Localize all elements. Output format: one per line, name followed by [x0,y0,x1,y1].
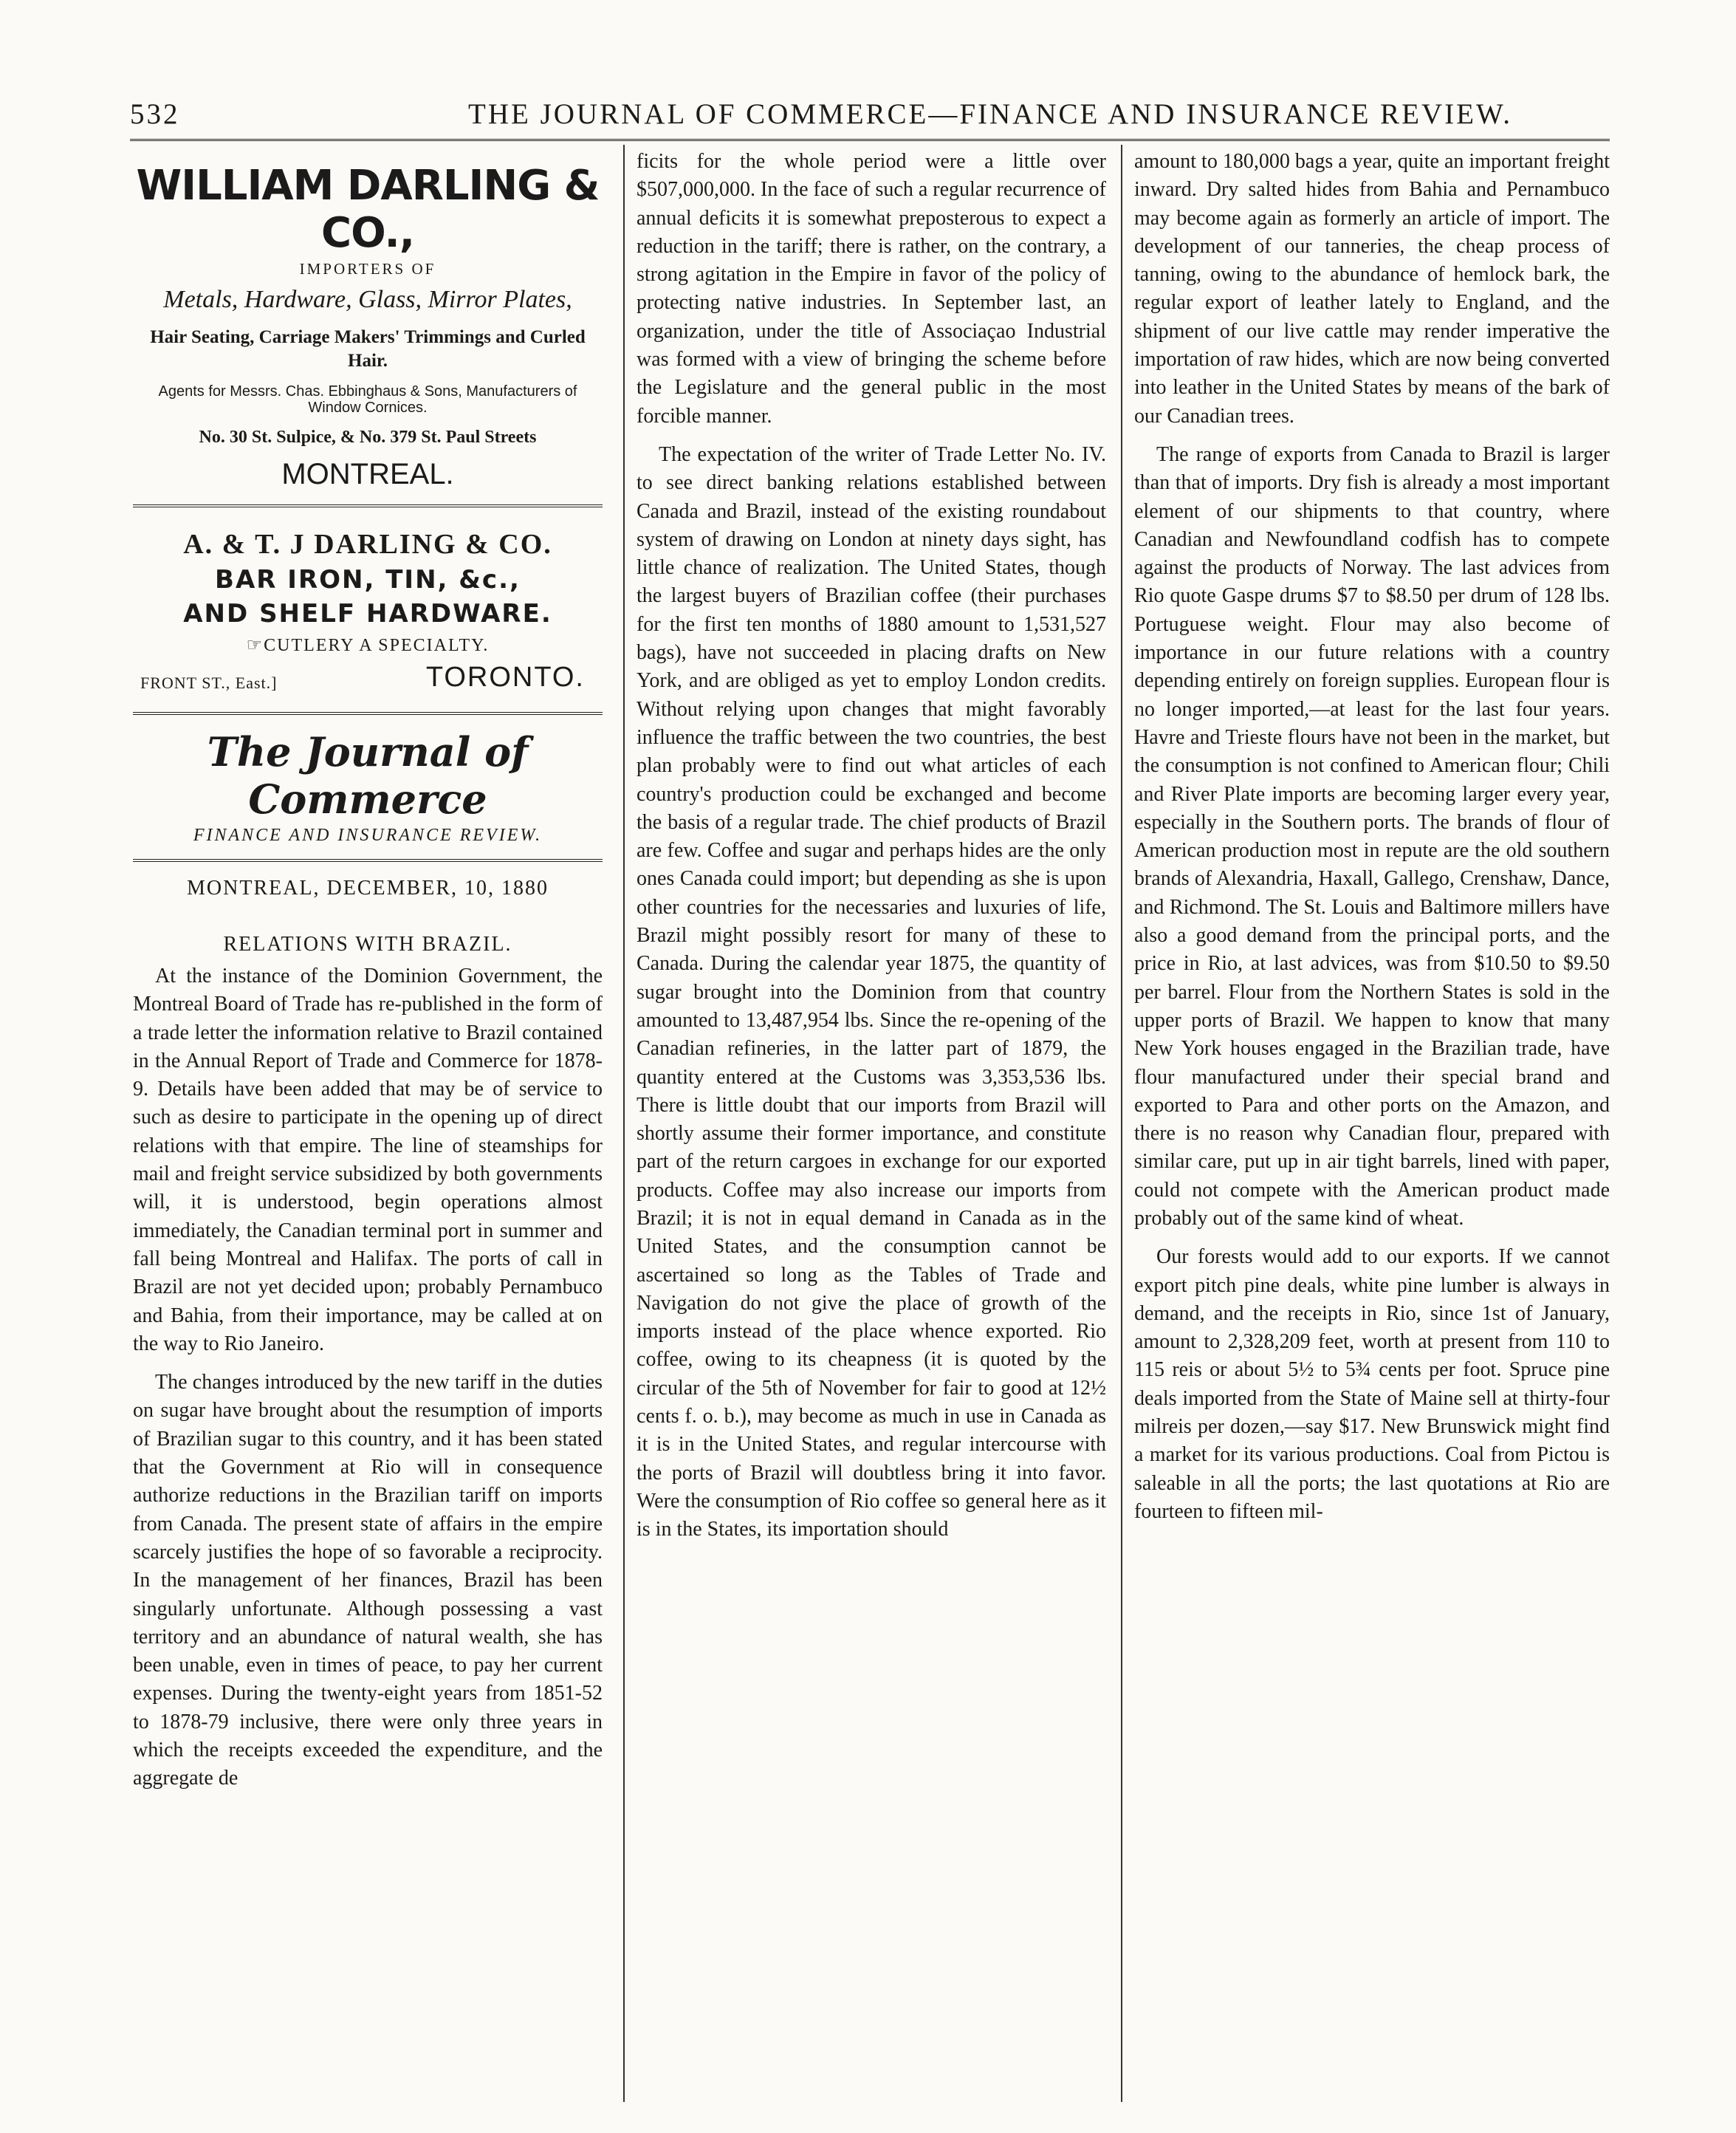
ad-subtitle: IMPORTERS OF [299,260,436,278]
separator-rule [133,504,603,507]
article-title: RELATIONS WITH BRAZIL. [223,933,512,956]
column-2 [637,148,1106,2098]
paragraph: The expectation of the writer of Trade Letter No. IV. to see direct banking relations established between Canada and Brazil, instead of the existing roundabout system of drawing on London at ninety days sight, has little chance of realization. The United States, though the largest buyers of Brazilian coffee (their purchases for the first ten months of 1880 amount to 1,531,527 bags), have not succeeded in placing drafts on New York, and are obliged as yet to employ London credits. Without relying upon changes that might favorably influence the traffic between the two countries, the best plan probably were to find out what articles of each country's production could be exchanged and become the basis of a regular trade. The chief products of Brazil are few. Coffee and sugar and perhaps hides are the only ones Canada could import; but depending as she is upon other countries for the necessaries and luxuries of life, Brazil might possibly resort for many of these to Canada. During the calendar year 1875, the quantity of sugar brought into the Dominion from that country amounted to 13,487,954 lbs. Since the re-opening of the Canadian refineries, in the latter part of 1879, the quantity entered at the Customs was 3,353,536 lbs. There is little doubt that our imports from Brazil will shortly assume their former importance, and constitute part of the return cargoes in exchange for our exported products. Coffee may also increase our imports from Brazil; it is not in equal demand in Canada as in the United States, and the consumption cannot be ascertained so long as the Tables of Trade and Navigation do not give the place of growth of the imports instead of the place whence exported. Rio coffee, owing to its cheapness (it is quoted by the circular of the 5th of November for fair to good at 12½ cents f. o. b.), may become as much in use in Canada as it is in the United States, and regular intercourse with the ports of Brazil will doubtless bring it into favor. Were the consumption of Rio coffee so general here as it is in the States, its importation should [637,442,1106,1541]
masthead-title: The Journal of Commerce [207,728,529,823]
column-3 [1134,148,1610,2098]
ad-address: No. 30 St. Sulpice, & No. 379 St. Paul Streets [199,428,537,447]
separator-rule [133,859,603,862]
ad-title: A. & T. J DARLING & CO. [183,529,552,560]
ad-city: TORONTO. [425,662,585,693]
dateline: MONTREAL, DECEMBER, 10, 1880 [187,877,549,900]
ad-city: MONTREAL. [281,458,454,490]
ad-title: WILLIAM DARLING & CO., [136,162,600,257]
ad-address: FRONT ST., East.] [140,674,278,692]
article-body-col1 [133,962,603,1793]
paragraph: amount to 180,000 bags a year, quite an important freight inward. Dry salted hides from Bahia and Pernambuco may become again as formerly an article of import. The development of our tanneries, the cheap process of tanning, owing to the abundance of hemlock bark, the regular export of leather lately to England, and the shipment of our live cattle may render imperative the importation of raw hides, which are now being converted into leather in the United States by means of the bark of our Canadian trees. [1134,150,1610,428]
ad-goods: Metals, Hardware, Glass, Mirror Plates, [163,286,572,313]
ad-specialty: ☞CUTLERY A SPECIALTY. [246,636,490,655]
paragraph: The range of exports from Canada to Brazil is larger than that of imports. Dry fish is already a most important element of our shipments to that country, where Canadian and Newfoundland codfish has to compete against the products of Norway. The last advices from Rio quote Gaspe drums $7 to $8.50 per drum of 128 lbs. Portuguese weight. Flour may also become of importance in our future relations with a country depending entirely on foreign supplies. European flour is no longer imported,—at least for the last four years. Havre and Trieste flours have not been in the market, but the consumption is not confined to American flour; Chili and River Plate imports are becoming larger every year, especially in the Southern ports. The brands of flour of American production most in repute are the old southern brands of Alexandria, Haxall, Gallego, Crenshaw, Dance, and Richmond. The St. Louis and Baltimore millers have also a good demand from the principal ports, and the price in Rio, at last advices, was from $10.50 to $9.50 per barrel. Flour from the Northern States is sold in the upper ports of Brazil. We happen to know that many New York houses engaged in the Brazilian trade, have flour manufactured under their special brand and exported to Para and other ports on the Amazon, and there is no reason why Canadian flour, prepared with similar care, put up in air tight barrels, lined with paper, could not compete with the American product made probably out of the same kind of wheat. [1134,442,1610,1230]
header-rule [130,139,1610,141]
paragraph: The changes introduced by the new tariff in the duties on sugar have brought about the resumption of imports of Brazilian sugar to this country, and it has been stated that the Government at Rio will in consequence authorize reductions in the Brazilian tariff on imports from Canada. The present state of affairs in the empire scarcely justifies the hope of so favorable a reciprocity. In the management of her finances, Brazil has been singularly unfortunate. Although possessing a vast territory and an abundance of natural wealth, she has been unable, even in times of peace, to pay her current expenses. During the twenty-eight years from 1851-52 to 1878-79 inclusive, there were only three years in which the receipts exceeded the expenditure, and the aggregate de [133,1371,603,1790]
page-header [130,93,1614,130]
column-1 [133,148,603,2098]
column-rule-1 [623,145,625,2102]
page-number: 532 [130,98,180,130]
ad-footer [133,660,603,699]
paragraph: ficits for the whole period were a little over $507,000,000. In the face of such a regular recurrence of annual deficits it is somewhat preposterous to expect a reduction in the tariff; there is rather, on the contrary, a strong agitation in the Empire in favor of the policy of protecting native industries. In September last, an organization, under the title of Associaçao Industrial was formed with a view of bringing the scheme before the Legislature and the general public in the most forcible manner. [637,150,1106,428]
ad-line-2: AND SHELF HARDWARE. [183,599,552,629]
ad-line-1: BAR IRON, TIN, &c., [215,565,521,595]
column-rule-2 [1121,145,1122,2102]
ad-services: Hair Seating, Carriage Makers' Trimmings and Curled Hair. [150,327,586,371]
advertisement-at-darling [133,528,603,699]
paragraph: Our forests would add to our exports. If we cannot export pitch pine deals, white pine lumber is always in demand, and the receipts in Rio, since 1st of January, amount to 2,328,209 feet, worth at present from 110 to 115 reis or about 5½ to 5¾ cents per foot. Spruce pine deals imported from the State of Maine sell at thirty-four milreis per dozen,—say $17. New Brunswick might find a market for its various productions. Coal from Pictou is saleable in all the ports; the last quotations at Rio are fourteen to fifteen mil- [1134,1245,1610,1523]
ad-agents: Agents for Messrs. Chas. Ebbinghaus & Sons, Manufacturers of Window Cornices. [158,383,577,416]
separator-rule [133,712,603,715]
masthead-subtitle: FINANCE AND INSURANCE REVIEW. [193,826,543,845]
paragraph: At the instance of the Dominion Government, the Montreal Board of Trade has re-published in the form of a trade letter the information relative to Brazil contained in the Annual Report of Trade and Commerce for 1878-9. Details have been added that may be of service to such as desire to participate in the opening up of direct relations with that empire. The line of steamships for mail and freight service subsidized by both governments will, it is understood, begin operations almost immediately, the Canadian terminal port in summer and fall being Montreal and Halifax. The ports of call in Brazil are not yet decided upon; probably Pernambuco and Bahia, from their importance, may be called at on the way to Rio Janeiro. [133,965,603,1355]
advertisement-william-darling [133,162,603,491]
running-title: THE JOURNAL OF COMMERCE—FINANCE AND INSURANCE REVIEW. [468,98,1512,130]
